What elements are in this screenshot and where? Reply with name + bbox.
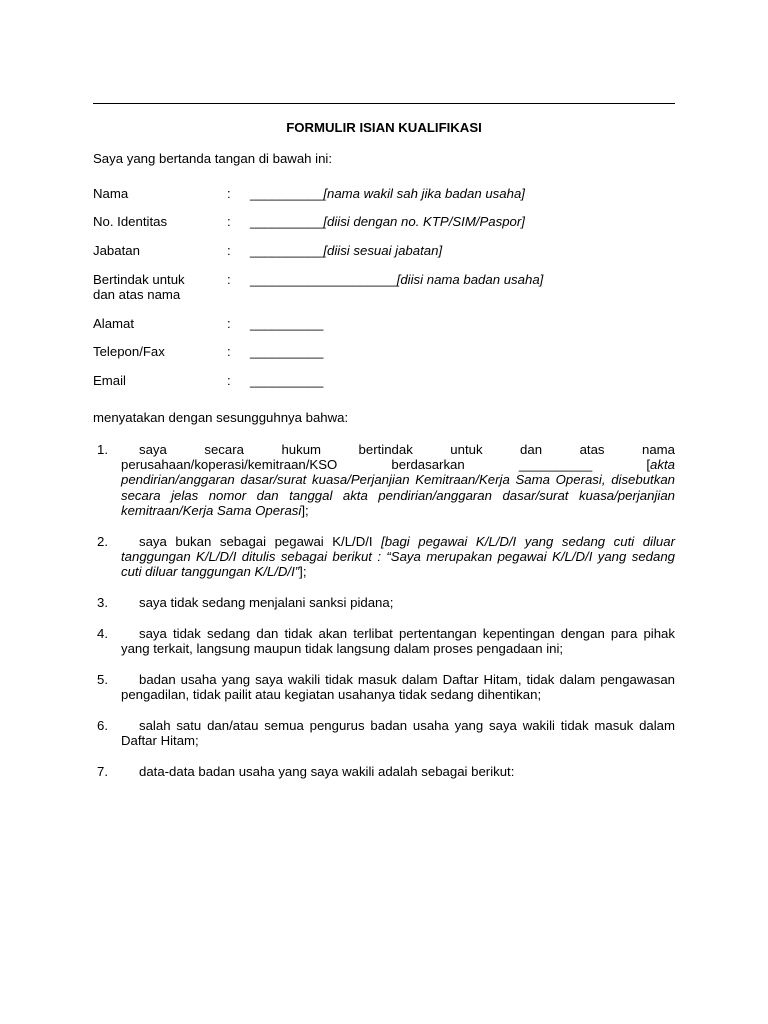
field-value: [250, 243, 442, 258]
list-item: [93, 595, 675, 610]
field-label: Email: [93, 373, 126, 388]
field-hint: [diisi sesuai jabatan]: [323, 243, 443, 258]
item-text: [121, 672, 675, 702]
item-number: 1.: [97, 442, 108, 457]
field-value: [250, 272, 543, 287]
item-text-a: saya bukan sebagai pegawai K/L/D/I: [139, 534, 382, 549]
item-content: saya tidak sedang dan tidak akan terlibat pertentangan kepentingan dengan para pihak yang terkait, langsung maupun tidak langsung dalam proses pengadaan ini;: [121, 626, 675, 657]
field-label: No. Identitas: [93, 214, 168, 229]
item-line2d: akta: [650, 457, 675, 473]
item-line: [121, 472, 675, 518]
field-blank: __________: [250, 214, 324, 229]
field-colon: :: [227, 186, 231, 201]
item-text-b: [bagi pegawai K/L/D/I yang sedang cuti diluar tanggungan K/L/D/I ditulis sebagai berikut : “Saya merupakan pegawai K/L/D/I yang sedang cuti diluar tanggungan K/L/D/I”: [121, 534, 675, 580]
field-value: [250, 186, 525, 201]
list-item: [93, 764, 675, 779]
field-hint: [nama wakil sah jika badan usaha]: [323, 186, 525, 201]
item-content: badan usaha yang saya wakili tidak masuk dalam Daftar Hitam, tidak dalam pengawasan pengadilan, tidak pailit atau kegiatan usahanya tidak sedang dihentikan;: [121, 672, 675, 703]
field-label: Alamat: [93, 316, 135, 331]
item-number: 3.: [97, 595, 108, 610]
field-hint: [diisi nama badan usaha]: [396, 272, 544, 287]
declaration-text: menyatakan dengan sesungguhnya bahwa:: [93, 410, 349, 425]
item-content: saya tidak sedang menjalani sanksi pidana;: [139, 595, 394, 610]
item-text: [121, 718, 675, 748]
field-colon: :: [227, 243, 231, 258]
field-blank: ____________________: [250, 272, 397, 287]
form-title: FORMULIR ISIAN KUALIFIKASI: [286, 120, 482, 135]
item-rest-tail: ];: [301, 502, 309, 518]
item-rest-italic: pendirian/anggaran dasar/surat kuasa/Perjanjian Kemitraan/Kerja Sama Operasi, disebutkan secara jelas nomor dan tanggal akta pendirian/anggaran dasar/surat kuasa/perjanjian kemitraan/Kerja Sama Operasi: [121, 472, 675, 518]
item-text-c: ];: [299, 564, 307, 580]
item-line1: saya secara hukum bertindak untuk dan atas nama: [139, 442, 675, 457]
document-page: [93, 0, 675, 1024]
item-number: 4.: [97, 626, 108, 641]
field-blank: __________: [250, 373, 324, 388]
item-content: data-data badan usaha yang saya wakili adalah sebagai berikut:: [139, 764, 515, 779]
item-bracket: [: [646, 457, 651, 473]
item-line2a: perusahaan/koperasi/kemitraan/KSO berdasarkan: [121, 457, 465, 473]
field-blank: __________: [250, 344, 324, 359]
field-colon: :: [227, 214, 231, 229]
list-item: [93, 534, 675, 580]
field-colon: :: [227, 373, 231, 388]
item-text: [121, 595, 675, 610]
field-hint: [diisi dengan no. KTP/SIM/Paspor]: [323, 214, 525, 229]
item-number: 7.: [97, 764, 108, 779]
item-text: [121, 626, 675, 656]
field-value: [250, 214, 525, 229]
item-text: [121, 764, 675, 779]
item-content: salah satu dan/atau semua pengurus badan usaha yang saya wakili tidak masuk dalam Daftar Hitam;: [121, 718, 675, 749]
field-label-line1: Bertindak untuk: [93, 272, 185, 287]
intro-text: Saya yang bertanda tangan di bawah ini:: [93, 151, 333, 166]
field-label: Telepon/Fax: [93, 344, 165, 359]
field-blank: __________: [250, 186, 324, 201]
field-colon: :: [227, 344, 231, 359]
item-blank: __________: [518, 457, 593, 473]
list-item: [93, 672, 675, 702]
field-label: Nama: [93, 186, 129, 201]
item-line: [121, 457, 675, 472]
field-blank: __________: [250, 243, 324, 258]
item-number: 2.: [97, 534, 108, 549]
item-text: [121, 534, 675, 580]
item-number: 6.: [97, 718, 108, 733]
field-blank: __________: [250, 316, 324, 331]
field-label: Jabatan: [93, 243, 140, 258]
list-item: [93, 718, 675, 748]
field-colon: :: [227, 272, 231, 287]
list-item: [93, 442, 675, 518]
item-line: [121, 442, 675, 457]
item-number: 5.: [97, 672, 108, 687]
header-rule: [93, 103, 675, 104]
list-item: [93, 626, 675, 656]
field-label: [93, 272, 223, 302]
field-colon: :: [227, 316, 231, 331]
item-text: [121, 442, 675, 518]
field-label-line2: dan atas nama: [93, 287, 181, 302]
